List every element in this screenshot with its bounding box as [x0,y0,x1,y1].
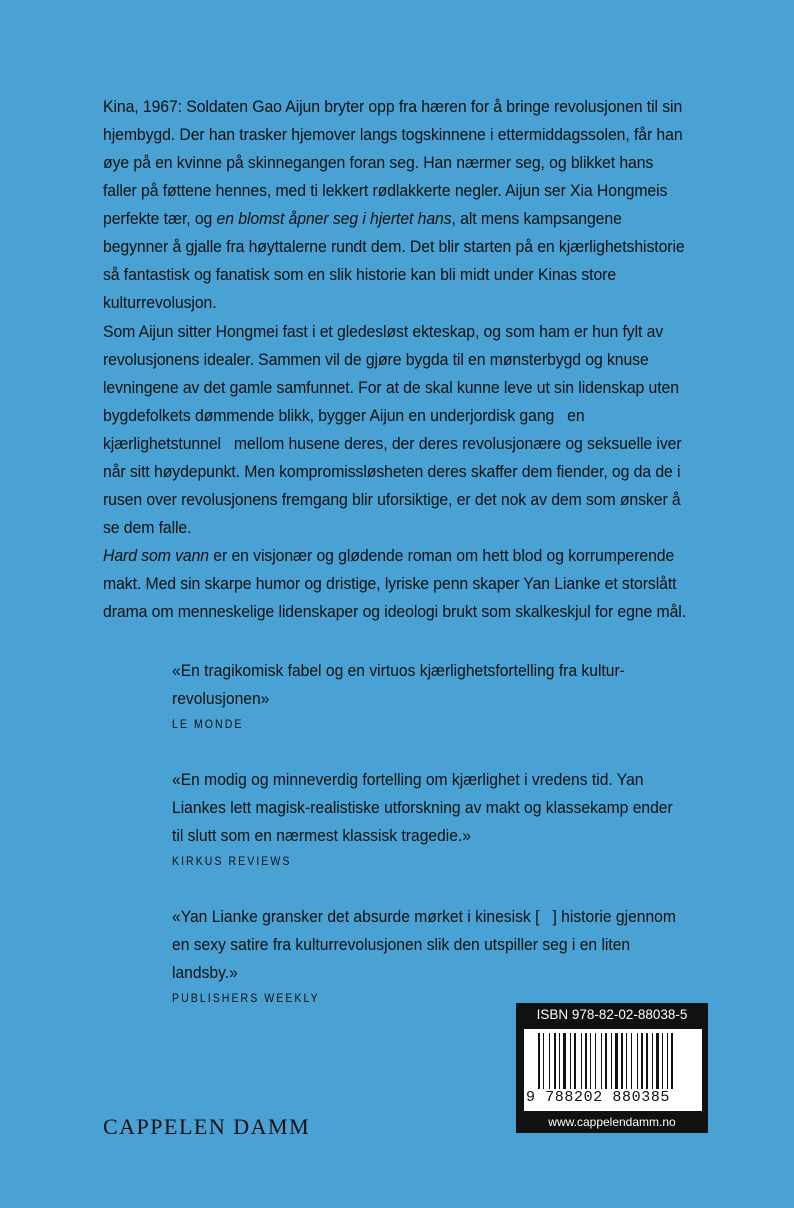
barcode-bar [559,1033,560,1089]
barcode-bar [646,1033,648,1089]
barcode-bar [637,1033,638,1089]
isbn-label: ISBN 978-82-02-88038-5 [536,1007,688,1022]
quote-source: KIRKUS REVIEWS [172,856,292,868]
barcode-bar [574,1033,576,1089]
barcode-bar [621,1033,623,1089]
blurb-text: Som Aijun sitter Hongmei fast i et gledesløst ekteskap, og som ham er hun fylt av revolusjonens idealer. Sammen vil de gjøre bygda til en mønsterbygd og knuse levningene av det gamle samfunnet. For at de skal kunne leve ut sin lidenskap uten bygdefolkets dømmende blikk, bygger Aijun en underjordisk gang en kjærlighetstunnel mellom husene deres, der deres revolusjonære og seksuelle iver når sitt høydepunkt. Men kompromissløsheten deres skaffer dem fiender, og da de i rusen over revolusjonens fremgang blir uforsiktige, er det nok av dem som ønsker å se dem falle. [103,322,682,537]
blurb-text: , alt mens kampsangene begynner å gjalle fra høyttalerne rundt dem. Det blir starten på en kjærlighetshistorie så fantastisk og fanatisk som en slik historie kan bli midt under Kinas store kulturrevolusjon. [103,209,685,312]
barcode-bar [605,1033,607,1089]
barcode-bar [615,1033,618,1089]
review-quote-1 [172,657,687,733]
barcode-bar [667,1033,668,1089]
barcode-bar [570,1033,571,1089]
barcode-bar [538,1033,540,1089]
blurb-paragraph-1 [103,93,689,317]
barcode-bar [652,1033,653,1089]
barcode-bar [563,1033,566,1089]
quote-text: «En modig og minneverdig fortelling om kjærlighet i vredens tid. Yan Liankes lett magisk-realistiske utforskning av makt og klassekamp ender til slutt som en nærmest klassisk tragedie.» [172,770,673,845]
isbn-barcode-box [516,1003,708,1133]
barcode-bar [631,1033,632,1089]
quote-source: LE MONDE [172,719,244,731]
barcode-bar [641,1033,643,1089]
publisher-logo: CAPPELEN DAMM [103,1114,311,1139]
barcode-bar [549,1033,550,1089]
blurb-text: er en visjonær og glødende roman om hett blod og korrumperende makt. Med sin skarpe humor og dristige, lyriske penn skaper Yan Lianke et storslått drama om menneskelige lidenskaper og ideologi brukt som skalkeskjul for egne mål. [103,546,687,621]
publisher-website: www.cappelendamm.no [548,1115,676,1129]
review-quote-3 [172,903,687,1007]
blurb-text: Kina, 1967: Soldaten Gao Aijun bryter opp fra hæren for å bringe revolusjonen til sin hjembygd. Der han trasker hjemover langs togskinnene i ettermiddagssolen, får han øye på en kvinne på skinnegangen foran seg. Han nærmer seg, og blikket hans faller på føttene hennes, med ti lekkert rødlakkerte negler. Aijun ser Xia Hongmeis perfekte tær, og [103,97,683,228]
book-title-italic: Hard som vann [103,546,210,565]
barcode-bar [581,1033,582,1089]
quote-text: «Yan Lianke gransker det absurde mørket i kinesisk [ ] historie gjennom en sexy satire fra kulturrevolusjonen slik den utspiller seg i en liten landsby.» [172,907,676,982]
barcode-bar [595,1033,596,1089]
blurb-italic-phrase: en blomst åpner seg i hjertet hans [216,209,452,228]
quote-source: PUBLISHERS WEEKLY [172,993,320,1005]
review-quote-2 [172,766,687,870]
barcode-bar [590,1033,591,1089]
barcode-bar [601,1033,602,1089]
blurb-paragraph-2 [103,318,689,542]
blurb-paragraph-3 [103,542,689,626]
quote-text: «En tragikomisk fabel og en virtuos kjærlighetsfortelling fra kultur-revolusjonen» [172,661,625,708]
barcode-bar [662,1033,663,1089]
barcode-bar [626,1033,627,1089]
barcode-digits: 9 788202 880385 [526,1089,671,1106]
barcode-bar [543,1033,544,1089]
barcode-area [524,1029,702,1111]
barcode-bar [611,1033,612,1089]
barcode-bar [554,1033,556,1089]
barcode-bar [656,1033,659,1089]
barcode-bar [671,1033,673,1089]
barcode-bar [585,1033,587,1089]
